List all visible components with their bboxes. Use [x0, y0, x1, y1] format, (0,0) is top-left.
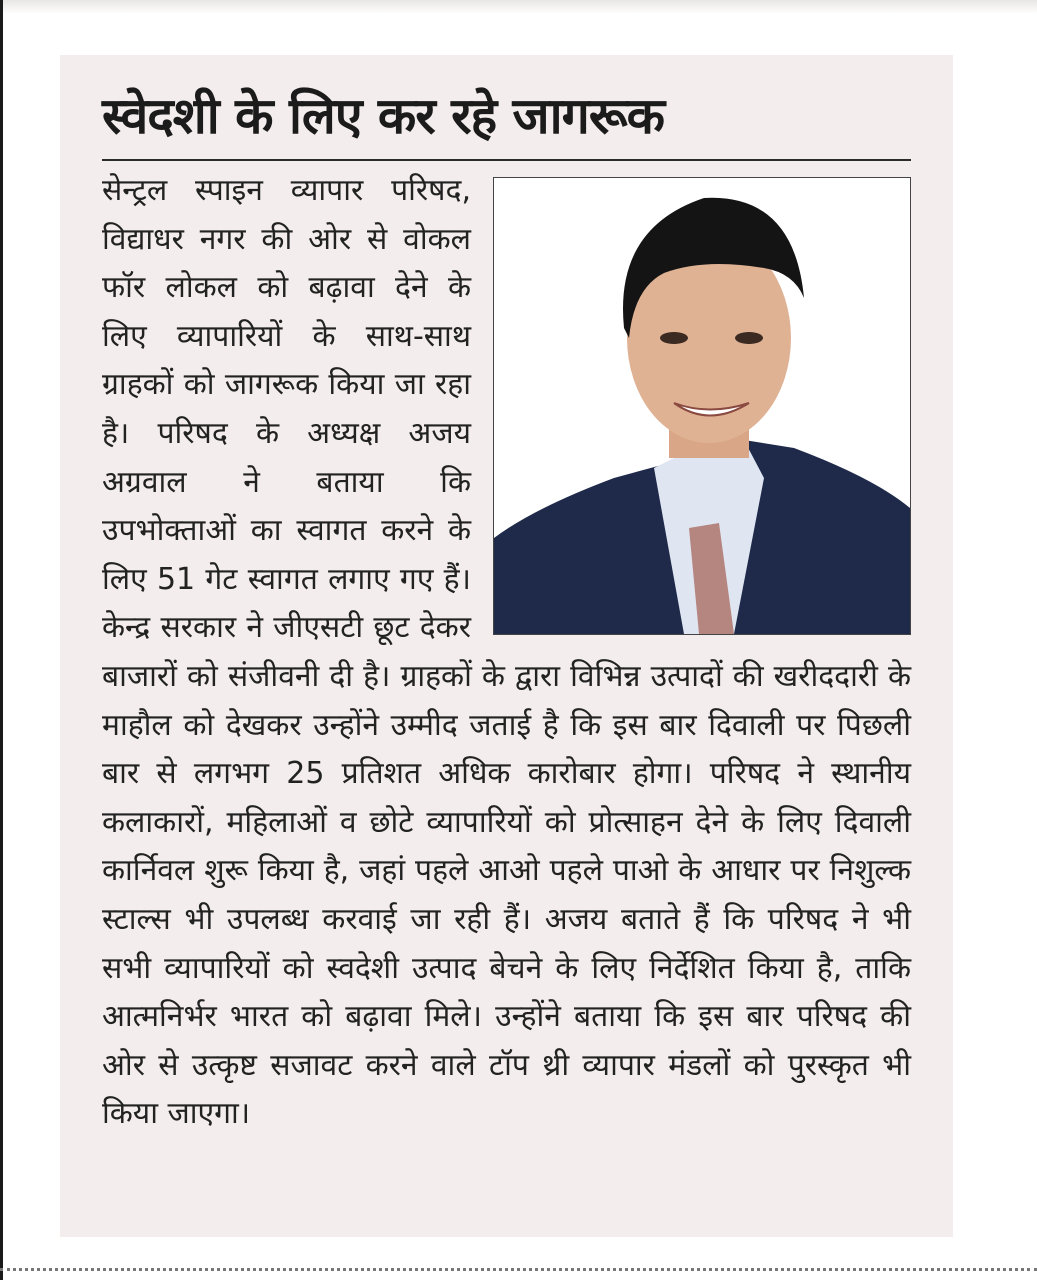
news-clipping [60, 55, 953, 1237]
page-dotted-separator [0, 1268, 1037, 1271]
headline-rule [102, 159, 911, 161]
left-column-rule [0, 0, 3, 1280]
portrait-illustration [494, 178, 910, 634]
article-body: सेन्ट्रल स्पाइन व्यापार परिषद, विद्याधर नगर की ओर से वोकल फॉर लोकल को बढ़ावा देने के लिए व्यापारियों के साथ-साथ ग्राहकों को जागरूक किया जा रहा है। परिषद के अध्यक्ष अजय अग्रवाल ने बताया कि उपभोक्ताओं का स्वागत करने के लिए 51 गेट स्वागत लगाए गए हैं। केन्द्र सरकार ने जीएसटी छूट देकर बाजारों को संजीवनी दी है। ग्राहकों के द्वारा विभिन्न उत्पादों की खरीददारी के माहौल को देखकर उन्होंने उम्मीद जताई है कि इस बार दिवाली पर पिछली बार से लगभग 25 प्रतिशत अधिक कारोबार होगा। परिषद ने स्थानीय कलाकारों, महिलाओं व छोटे व्यापारियों को प्रोत्साहन देने के लिए दिवाली कार्निवल शुरू किया है, जहां पहले आओ पहले पाओ के आधार पर निशुल्क स्टाल्स भी उपलब्ध करवाई जा रही हैं। अजय बताते हैं कि परिषद ने भी सभी व्यापारियों को स्वदेशी उत्पाद बेचने के लिए निर्देशित किया है, ताकि आत्मनिर्भर भारत को बढ़ावा मिले। उन्होंने बताया कि इस बार परिषद की ओर से उत्कृष्ट सजावट करने वाले टॉप थ्री व्यापार मंडलों को पुरस्कृत भी किया जाएगा। [102, 173, 911, 1132]
page-top-edge [0, 0, 1037, 14]
portrait-photo [493, 177, 911, 635]
headline: स्वेदशी के लिए कर रहे जागरूक [102, 87, 664, 145]
